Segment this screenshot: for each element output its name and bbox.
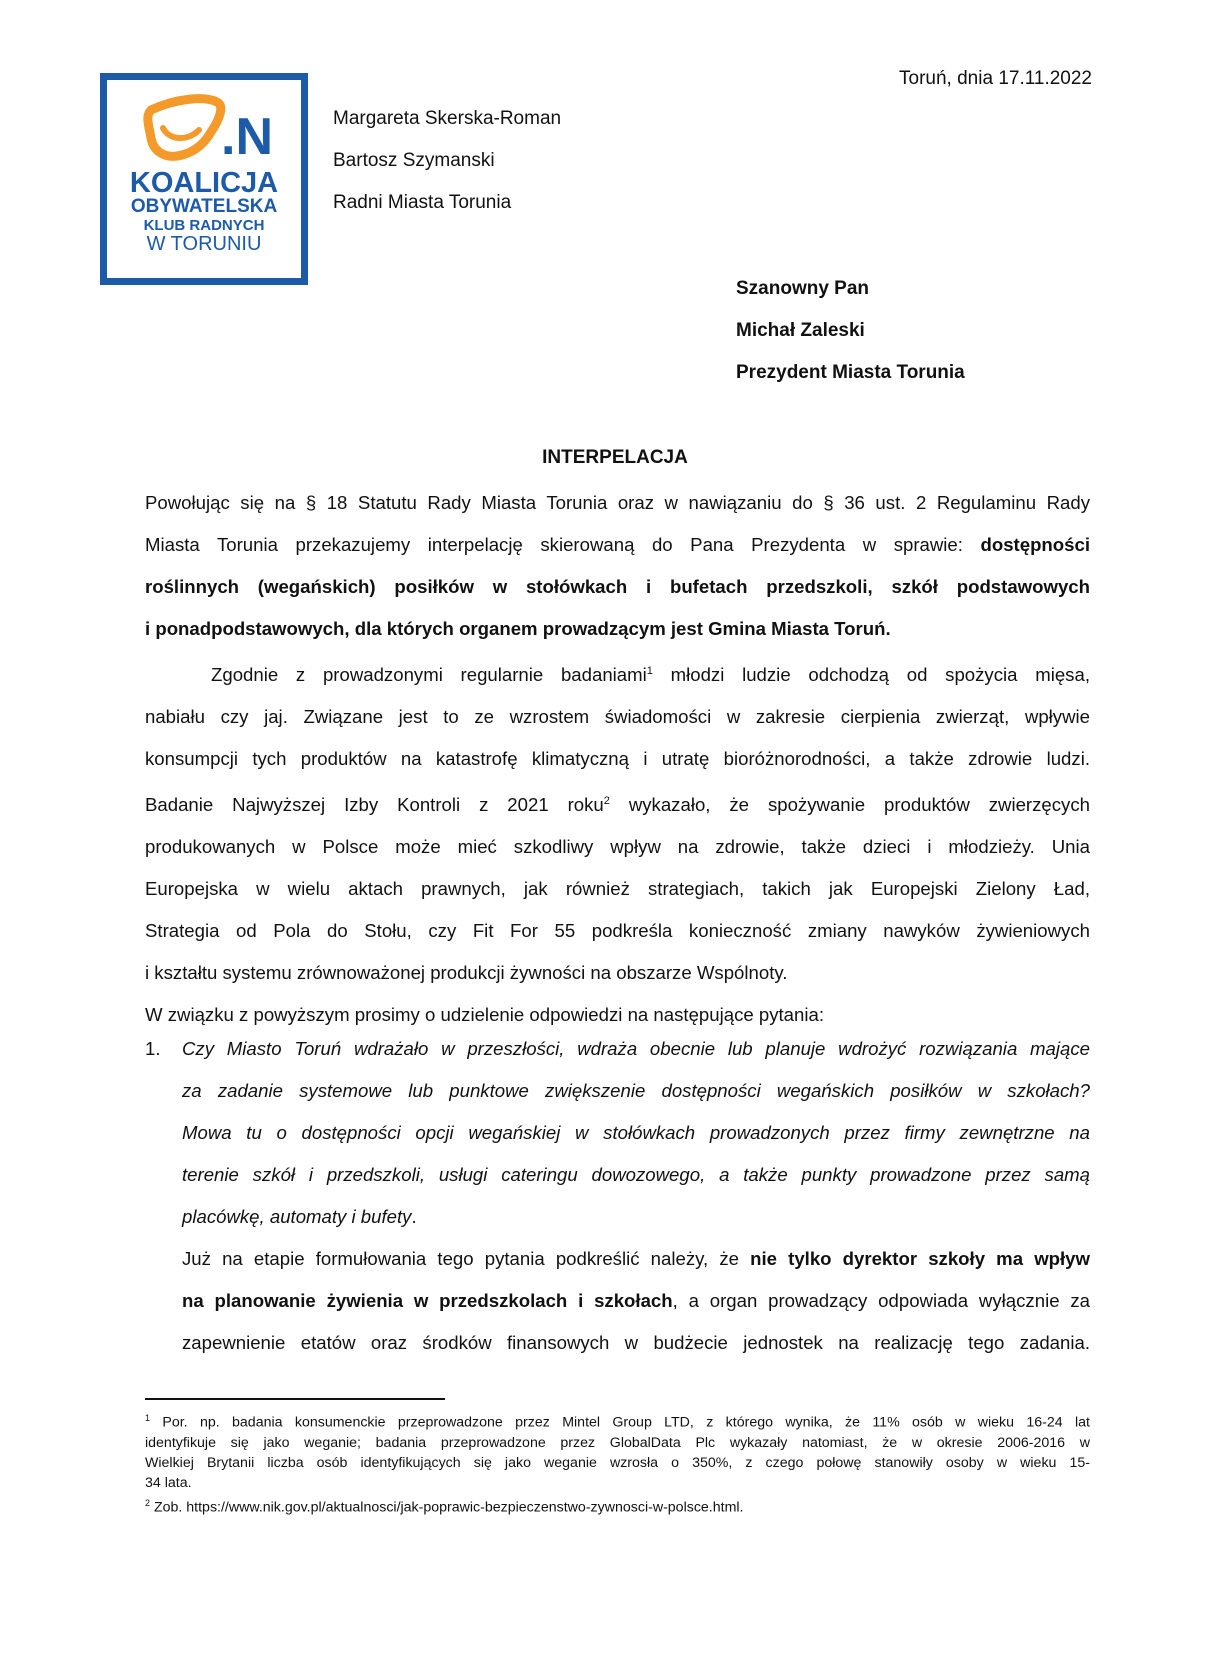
intro-line: i ponadpodstawowych, dla których organem prowadzącym jest Gmina Miasta Toruń. — [145, 618, 891, 639]
logo-line-3: KLUB RADNYCH — [143, 217, 265, 234]
orange-mark-icon — [148, 99, 221, 157]
footnotes — [145, 1408, 1090, 1517]
body-line: Zgodnie z prowadzonymi regularnie badaniami$^1$ młodzi ludzie odchodzą od spożycia mięsa, — [211, 664, 1090, 686]
body-paragraph — [145, 650, 1090, 1036]
comment-line: zapewnienie etatów oraz środków finansowych w budżecie jednostek na realizację tego zadania. — [182, 1332, 1090, 1353]
body-line: produkowanych w Polsce może mieć szkodliwy wpływ na zdrowie, także dzieci i młodzieży. Unia — [145, 836, 1090, 858]
body-line: i kształtu systemu zrównoważonej produkcji żywności na obszarze Wspólnoty. — [145, 962, 788, 984]
intro-line: Miasta Torunia przekazujemy interpelację skierowaną do Pana Prezydenta w sprawie: dostępności — [145, 534, 1090, 555]
questions-lead: W związku z powyższym prosimy o udzielenie odpowiedzi na następujące pytania: — [145, 1004, 824, 1026]
logo-line-1: KOALICJA — [129, 167, 279, 199]
sender-name-1: Margareta Skerska-Roman — [333, 108, 562, 129]
recipient-title: Prezydent Miasta Torunia — [736, 362, 965, 383]
logo-line-2: OBYWATELSKA — [130, 196, 278, 217]
footnote-1-line: identyfikuje się jako weganie; badania przeprowadzone przez GlobalData Plc wykazały natomiast, że w okresie 2006-2016 w — [145, 1434, 1090, 1451]
sender-role: Radni Miasta Torunia — [333, 192, 512, 213]
footnote-separator — [145, 1398, 445, 1400]
logo-graphic — [107, 80, 301, 278]
comment-line: Już na etapie formułowania tego pytania podkreślić należy, że nie tylko dyrektor szkoły ma wpływ — [182, 1248, 1090, 1269]
body-line: Europejska w wielu aktach prawnych, jak również strategiach, takich jak Europejski Zielony Ład, — [145, 878, 1090, 900]
question-number: 1. — [145, 1038, 161, 1059]
letter-date: Toruń, dnia 17.11.2022 — [899, 68, 1092, 89]
comment-line: na planowanie żywienia w przedszkolach i szkołach, a organ prowadzący odpowiada wyłącznie za — [182, 1290, 1090, 1311]
intro-line: Powołując się na § 18 Statutu Rady Miasta Torunia oraz w nawiązaniu do § 36 ust. 2 Regulaminu Rady — [145, 492, 1090, 513]
intro-paragraph — [145, 482, 1090, 650]
footnote-1-line: 34 lata. — [145, 1474, 192, 1491]
footnote-ref-1: 1 — [646, 665, 653, 677]
footnote-1-line: Wielkiej Brytanii liczba osób identyfikujących się jako weganie wzrosła o 350%, z czego połowę stanowiły osoby w wieku 15- — [145, 1454, 1090, 1471]
sender-name-2: Bartosz Szymanski — [333, 150, 495, 171]
body-line: Badanie Najwyższej Izby Kontroli z 2021 roku$^2$ wykazało, że spożywanie produktów zwierzęcych — [145, 794, 1090, 816]
document-title: INTERPELACJA — [542, 447, 688, 468]
footnote-link[interactable]: Zob. https://www.nik.gov.pl/aktualnosci/jak-poprawic-bezpieczenstwo-zywnosci-w-polsce.html. — [150, 1499, 744, 1516]
footnote-1-line: $^1$ Por. np. badania konsumenckie przeprowadzone przez Mintel Group LTD, z którego wynika, że 11% osób w wieku 16-24 lat — [145, 1413, 1090, 1431]
logo-line-4: W TORUNIU — [146, 233, 262, 255]
logo-mark: .N — [221, 108, 273, 166]
question-line: placówkę, automaty i bufety. — [182, 1206, 417, 1227]
question-line: za zadanie systemowe lub punktowe zwiększenie dostępności wegańskich posiłków w szkołach? — [182, 1080, 1090, 1101]
intro-line: roślinnych (wegańskich) posiłków w stołówkach i bufetach przedszkoli, szkół podstawowych — [145, 576, 1090, 597]
body-line: konsumpcji tych produktów na katastrofę klimatyczną i utratę bioróżnorodności, a także zdrowie ludzi. — [145, 748, 1090, 770]
question-line: terenie szkół i przedszkoli, usługi cateringu dowozowego, a także punkty prowadzone przez samą — [182, 1164, 1090, 1185]
question-line: Mowa tu o dostępności opcji wegańskiej w stołówkach prowadzonych przez firmy zewnętrzne na — [182, 1122, 1090, 1143]
footnote-2-line: $^2$ Zob. https://www.nik.gov.pl/aktualnosci/jak-poprawic-bezpieczenstwo-zywnosci-w-polsce.html. — [145, 1497, 744, 1516]
body-line: Strategia od Pola do Stołu, czy Fit For 55 podkreśla konieczność zmiany nawyków żywieniowych — [145, 920, 1090, 942]
body-line: nabiału czy jaj. Związane jest to ze wzrostem świadomości w zakresie cierpienia zwierząt, wpływie — [145, 706, 1090, 728]
footnote-ref-2: 2 — [603, 795, 610, 808]
question-1 — [182, 1028, 1090, 1364]
recipient-name: Michał Zaleski — [736, 320, 865, 341]
question-line: Czy Miasto Toruń wdrażało w przeszłości, wdraża obecnie lub planuje wdrożyć rozwiązania mające — [182, 1038, 1090, 1059]
recipient-salutation: Szanowny Pan — [736, 278, 870, 299]
club-logo — [100, 73, 308, 285]
